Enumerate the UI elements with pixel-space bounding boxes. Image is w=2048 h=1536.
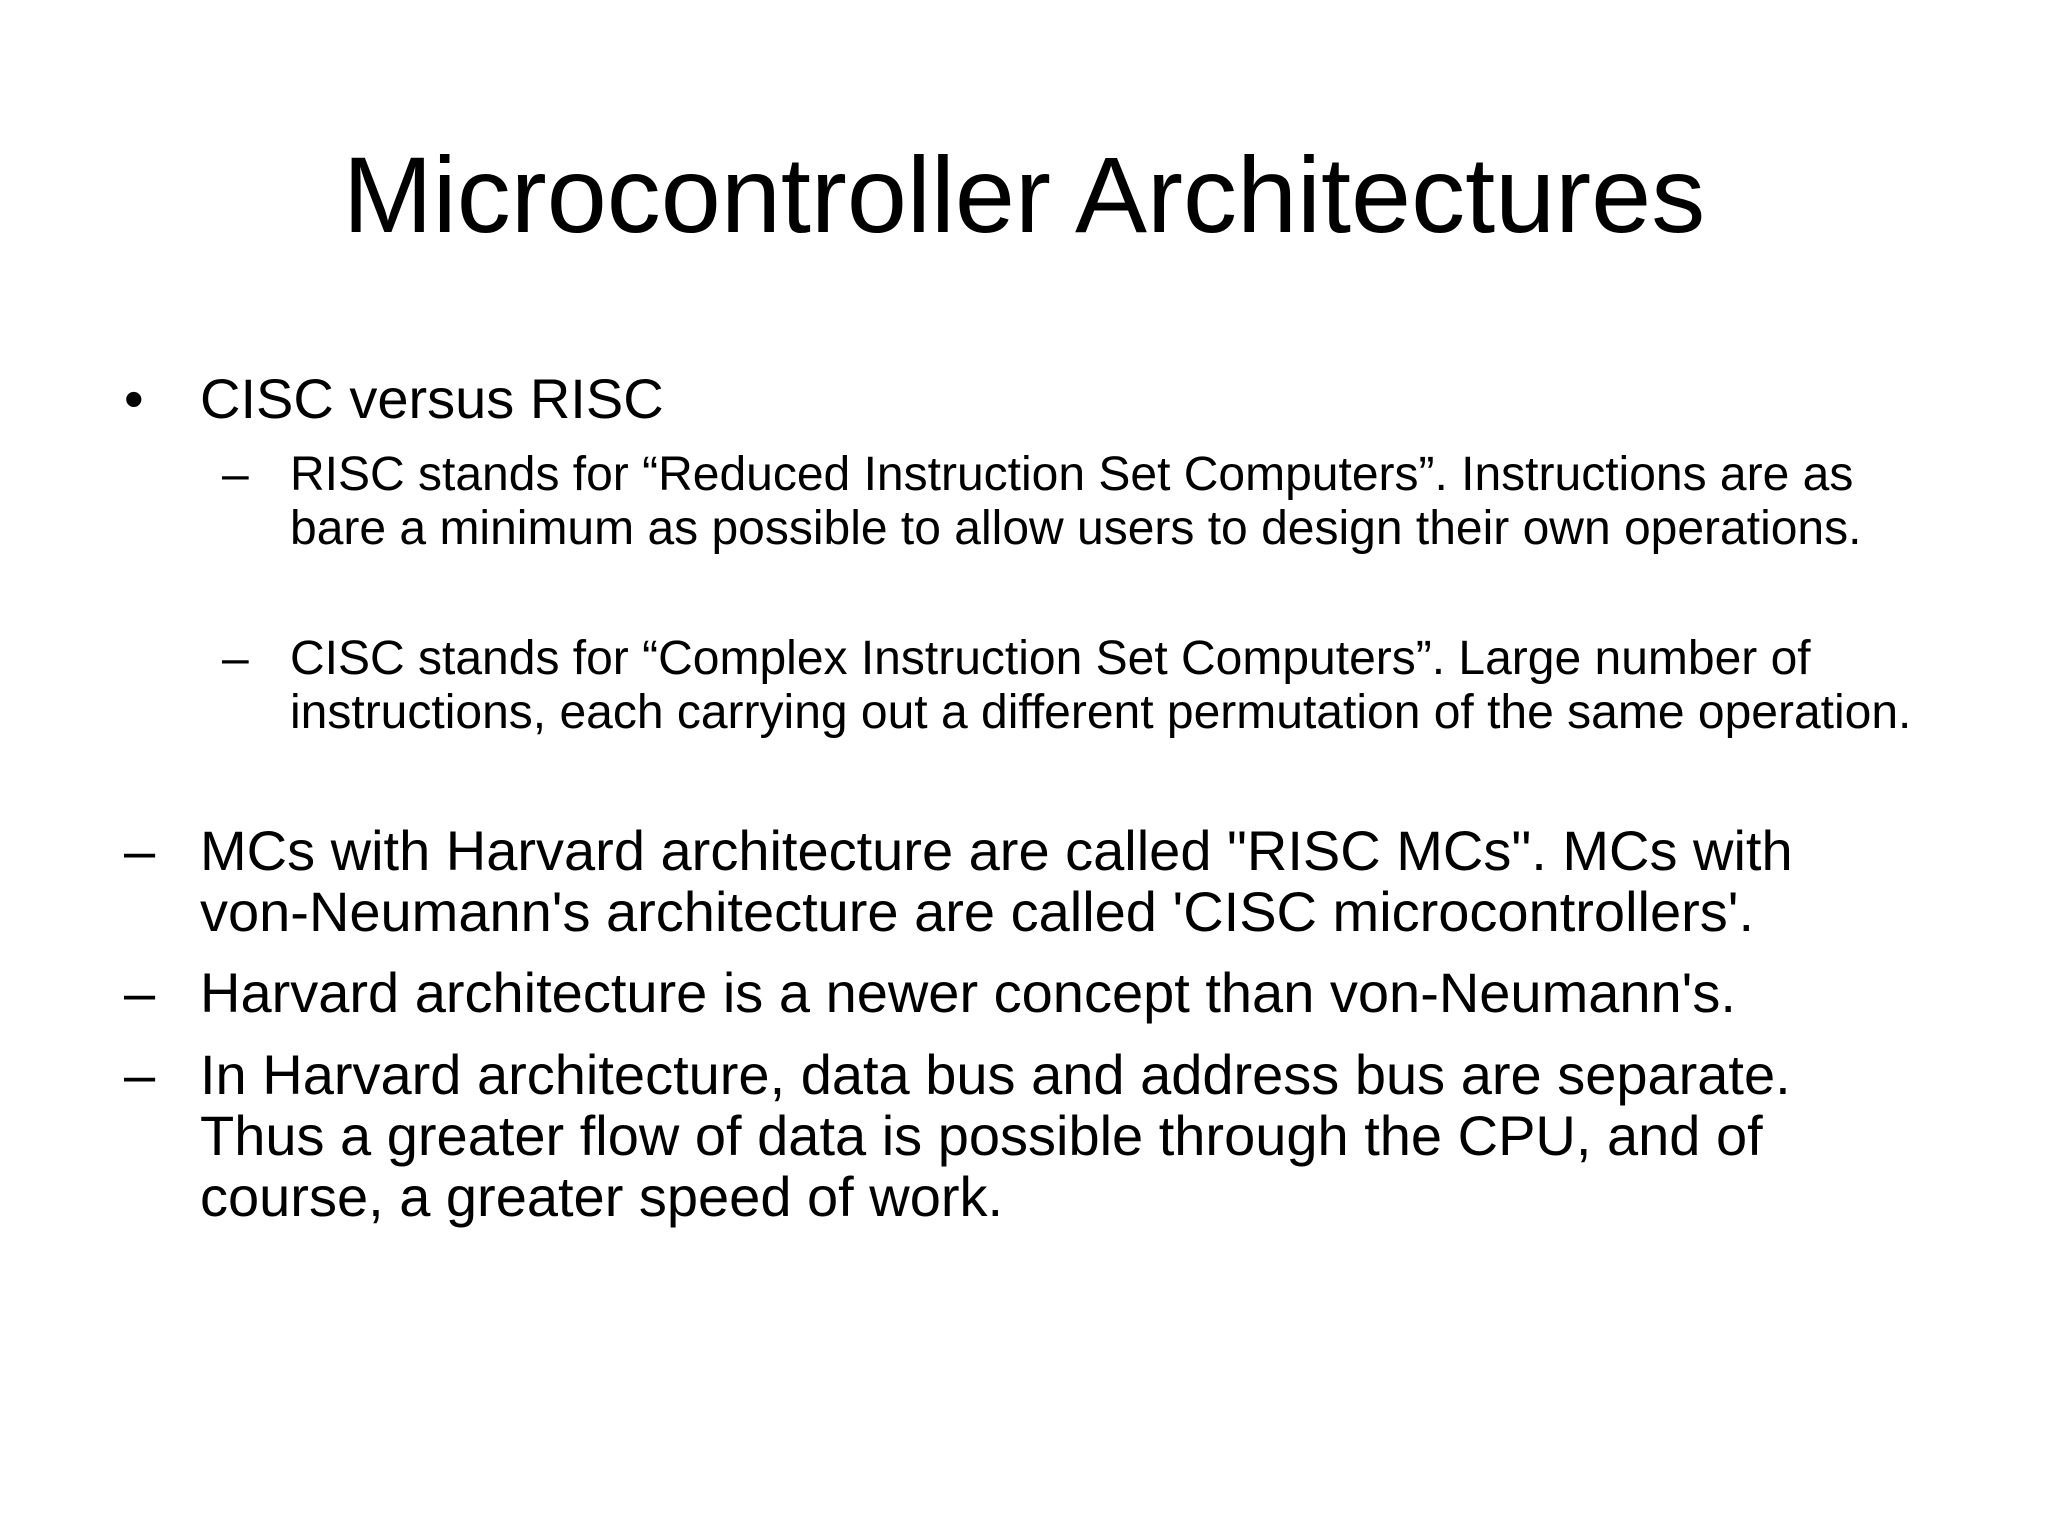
dash-item-text: MCs with Harvard architecture are called "RISC MCs". MCs with von-Neumann's architecture are called 'CISC microcontrollers'. bbox=[200, 819, 1793, 943]
dash-marker: – bbox=[124, 819, 156, 882]
dash-marker: – bbox=[222, 632, 249, 685]
slide-title: Microcontroller Architectures bbox=[342, 134, 1706, 255]
bullet-text: CISC versus RISC bbox=[200, 367, 664, 430]
dash-item-text: Harvard architecture is a newer concept than von-Neumann's. bbox=[200, 961, 1736, 1024]
dash-marker: – bbox=[222, 448, 249, 501]
dash-item-text: In Harvard architecture, data bus and address bus are separate. Thus a greater flow of data is possible through the CPU, and of course, a greater speed of work. bbox=[200, 1043, 1791, 1228]
sub-item-text: RISC stands for “Reduced Instruction Set Computers”. Instructions are as bare a minimum as possible to allow users to design their own operations. bbox=[290, 448, 1862, 555]
dash-marker: – bbox=[124, 1043, 156, 1106]
sub-item-text: CISC stands for “Complex Instruction Set Computers”. Large number of instructions, each carrying out a different permutation of the same operation. bbox=[290, 632, 1912, 739]
dash-marker: – bbox=[124, 961, 156, 1024]
bullet-marker: • bbox=[124, 367, 144, 430]
